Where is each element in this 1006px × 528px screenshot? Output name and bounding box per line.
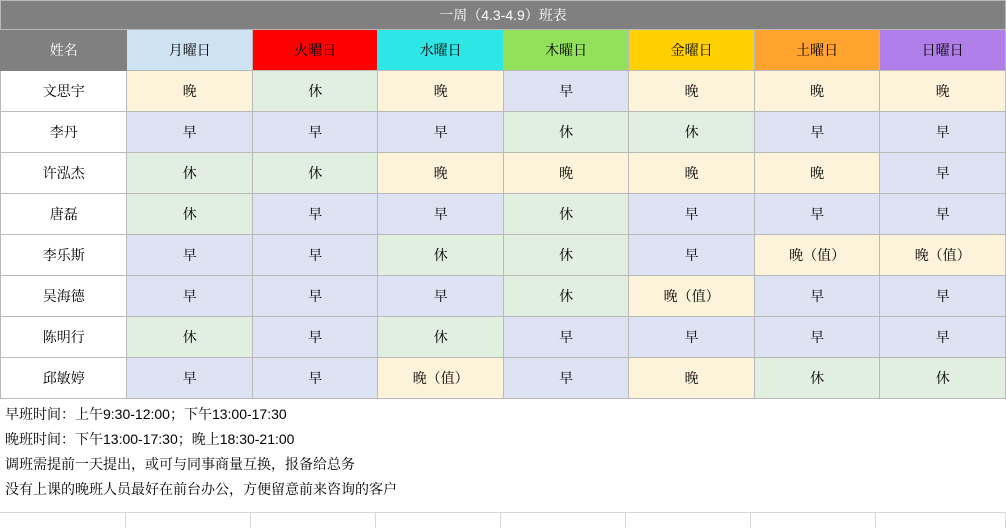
shift-cell: 晚 xyxy=(880,71,1006,112)
shift-cell: 早 xyxy=(629,235,754,276)
table-row xyxy=(1,276,1006,317)
header-row xyxy=(1,30,1006,71)
shift-cell: 晚 xyxy=(378,153,503,194)
shift-cell: 休 xyxy=(378,235,503,276)
shift-cell: 休 xyxy=(127,317,252,358)
shift-cell: 晚 xyxy=(754,153,879,194)
shift-cell: 晚 xyxy=(127,71,252,112)
page-title: 一周（4.3-4.9）班表 xyxy=(1,1,1006,30)
empty-grid-cell xyxy=(376,512,501,528)
day-header-6: 土曜日 xyxy=(754,30,879,71)
shift-cell: 休 xyxy=(378,317,503,358)
schedule-body xyxy=(1,1,1006,399)
day-header-7: 日曜日 xyxy=(880,30,1006,71)
shift-cell: 早 xyxy=(252,317,377,358)
shift-cell: 早 xyxy=(252,358,377,399)
shift-cell: 休 xyxy=(503,276,628,317)
shift-cell: 晚（值） xyxy=(754,235,879,276)
shift-cell: 休 xyxy=(127,153,252,194)
shift-cell: 早 xyxy=(127,276,252,317)
table-row xyxy=(1,235,1006,276)
empty-grid-cell xyxy=(876,512,1006,528)
shift-cell: 早 xyxy=(754,276,879,317)
day-header-3: 水曜日 xyxy=(378,30,503,71)
day-header-5: 金曜日 xyxy=(629,30,754,71)
shift-cell: 早 xyxy=(629,194,754,235)
shift-cell: 早 xyxy=(503,317,628,358)
employee-name: 李乐斯 xyxy=(1,235,127,276)
shift-cell: 早 xyxy=(754,317,879,358)
shift-cell: 休 xyxy=(503,235,628,276)
name-column-header: 姓名 xyxy=(1,30,127,71)
employee-name: 吴海德 xyxy=(1,276,127,317)
shift-cell: 早 xyxy=(880,194,1006,235)
shift-cell: 早 xyxy=(127,358,252,399)
shift-cell: 早 xyxy=(754,194,879,235)
shift-cell: 早 xyxy=(252,194,377,235)
empty-grid-cell xyxy=(251,512,376,528)
shift-cell: 早 xyxy=(127,235,252,276)
shift-cell: 晚 xyxy=(629,71,754,112)
employee-name: 陈明行 xyxy=(1,317,127,358)
employee-name: 邱敏婷 xyxy=(1,358,127,399)
shift-cell: 晚 xyxy=(503,153,628,194)
shift-cell: 早 xyxy=(880,153,1006,194)
shift-cell: 休 xyxy=(629,112,754,153)
employee-name: 许泓杰 xyxy=(1,153,127,194)
shift-cell: 早 xyxy=(127,112,252,153)
shift-cell: 早 xyxy=(503,71,628,112)
shift-cell: 早 xyxy=(252,235,377,276)
table-row xyxy=(1,194,1006,235)
shift-cell: 早 xyxy=(252,112,377,153)
table-row xyxy=(1,358,1006,399)
spreadsheet-bottom-grid xyxy=(0,512,1006,528)
shift-cell: 早 xyxy=(754,112,879,153)
shift-cell: 休 xyxy=(503,194,628,235)
shift-cell: 晚 xyxy=(629,358,754,399)
table-row xyxy=(1,112,1006,153)
shift-cell: 早 xyxy=(629,317,754,358)
shift-cell: 休 xyxy=(252,71,377,112)
employee-name: 唐磊 xyxy=(1,194,127,235)
shift-cell: 休 xyxy=(880,358,1006,399)
shift-cell: 早 xyxy=(378,276,503,317)
shift-cell: 晚 xyxy=(754,71,879,112)
day-header-4: 木曜日 xyxy=(503,30,628,71)
notes-block xyxy=(0,402,1006,502)
shift-cell: 早 xyxy=(880,317,1006,358)
shift-cell: 休 xyxy=(252,153,377,194)
employee-name: 李丹 xyxy=(1,112,127,153)
shift-cell: 早 xyxy=(378,194,503,235)
shift-cell: 早 xyxy=(378,112,503,153)
shift-cell: 晚 xyxy=(378,71,503,112)
shift-cell: 晚（值） xyxy=(378,358,503,399)
shift-cell: 晚 xyxy=(629,153,754,194)
empty-grid-cell xyxy=(751,512,876,528)
empty-grid-cell xyxy=(626,512,751,528)
note-line-2: 晚班时间：下午13:00-17:30；晚上18:30-21:00 xyxy=(5,431,295,447)
shift-cell: 早 xyxy=(252,276,377,317)
note-line-1: 早班时间：上午9:30-12:00；下午13:00-17:30 xyxy=(5,406,287,422)
day-header-1: 月曜日 xyxy=(127,30,252,71)
empty-grid-cell xyxy=(501,512,626,528)
note-line-4: 没有上课的晚班人员最好在前台办公，方便留意前来咨询的客户 xyxy=(5,481,397,497)
table-row xyxy=(1,153,1006,194)
shift-cell: 休 xyxy=(127,194,252,235)
shift-cell: 休 xyxy=(754,358,879,399)
note-line-3: 调班需提前一天提出，或可与同事商量互换，报备给总务 xyxy=(5,456,355,472)
shift-cell: 早 xyxy=(880,112,1006,153)
shift-cell: 休 xyxy=(503,112,628,153)
empty-grid-cell xyxy=(0,512,126,528)
shift-cell: 早 xyxy=(880,276,1006,317)
shift-cell: 早 xyxy=(503,358,628,399)
empty-grid-cell xyxy=(126,512,251,528)
day-header-2: 火曜日 xyxy=(252,30,377,71)
shift-cell: 晚（值） xyxy=(880,235,1006,276)
table-row xyxy=(1,317,1006,358)
employee-name: 文思宇 xyxy=(1,71,127,112)
shift-cell: 晚（值） xyxy=(629,276,754,317)
table-row xyxy=(1,71,1006,112)
title-row xyxy=(1,1,1006,30)
